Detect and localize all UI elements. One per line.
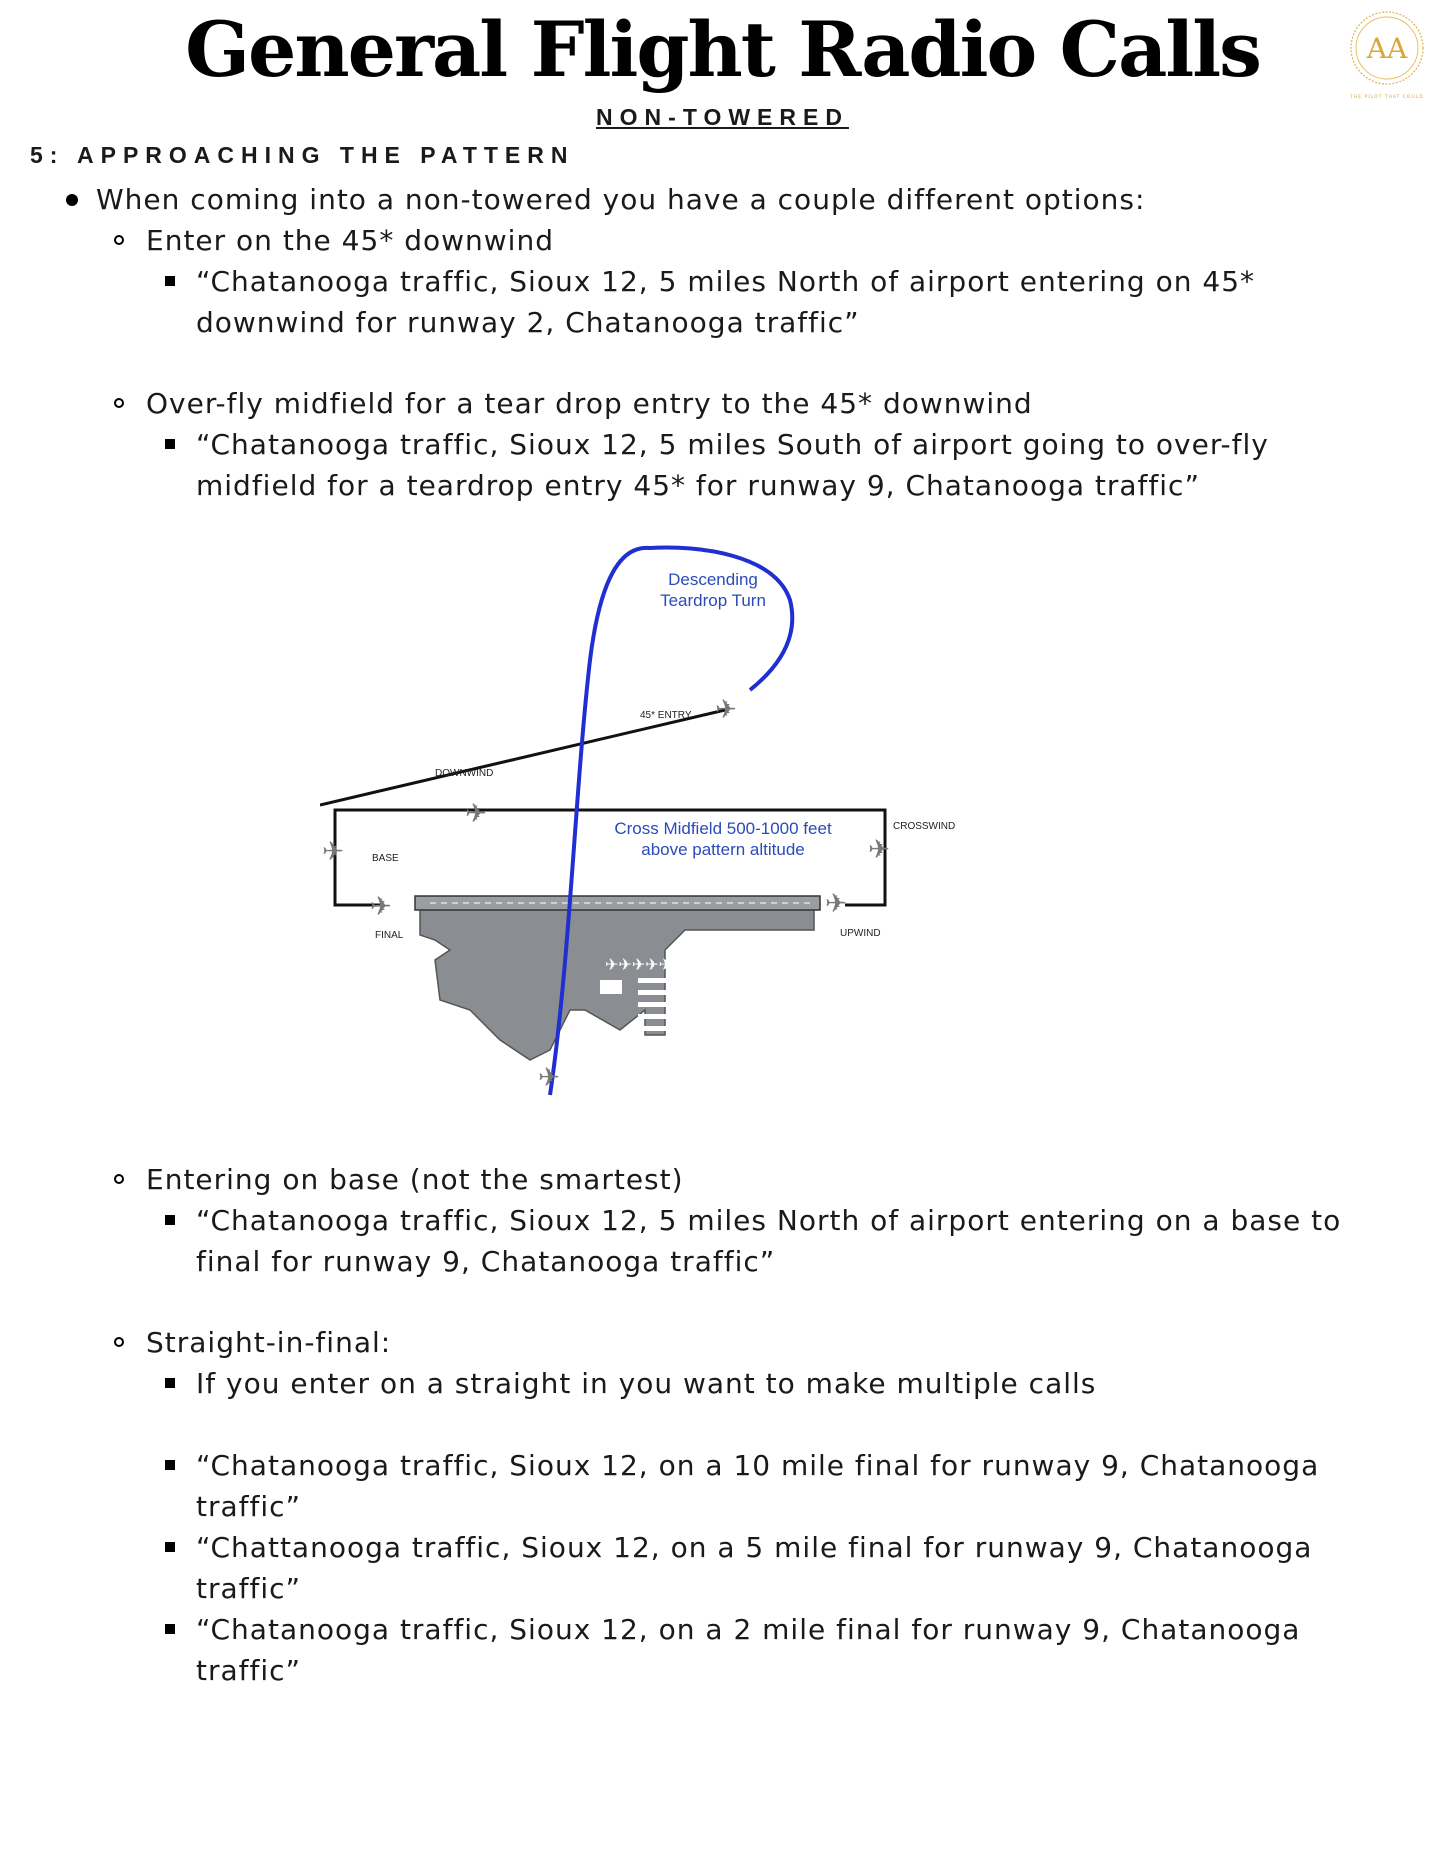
- teardrop-label-line-1: Descending: [668, 570, 758, 589]
- bullet-square: [165, 1460, 175, 1470]
- option-2-line-1: “Chatanooga traffic, Sioux 12, 5 miles South of airport going to over-fly: [196, 428, 1269, 461]
- bullet-square: [165, 1378, 175, 1388]
- hangar-block: [600, 980, 622, 994]
- bullet-circle: [114, 235, 124, 245]
- aircraft-base: ✈: [322, 837, 344, 867]
- midfield-label-line-2: above pattern altitude: [641, 840, 805, 859]
- hangar-row: [638, 1014, 680, 1019]
- option-1-line-2: downwind for runway 2, Chatanooga traffic”: [196, 306, 860, 339]
- parked-aircraft: ✈✈✈✈✈: [605, 955, 673, 974]
- option-1-line-1: “Chatanooga traffic, Sioux 12, 5 miles North of airport entering on 45*: [196, 265, 1256, 298]
- logo-letters: AA: [1366, 32, 1408, 65]
- option-2-line-2: midfield for a teardrop entry 45* for runway 9, Chatanooga traffic”: [196, 469, 1200, 502]
- final-label: FINAL: [375, 930, 404, 941]
- section-heading: 5: APPROACHING THE PATTERN: [30, 142, 575, 168]
- hangar-row: [638, 1026, 680, 1031]
- aircraft-inbound: ✈: [538, 1063, 560, 1093]
- aircraft-downwind: ✈: [465, 799, 487, 829]
- crosswind-label: CROSSWIND: [893, 821, 956, 832]
- upwind-label: UPWIND: [840, 928, 881, 939]
- bullet-square: [165, 1624, 175, 1634]
- option-1-heading: Enter on the 45* downwind: [146, 224, 554, 257]
- option-3-line-1: “Chatanooga traffic, Sioux 12, 5 miles North of airport entering on a base to: [196, 1204, 1342, 1237]
- bullet-dot: [66, 194, 78, 206]
- option-4-line-5: traffic”: [196, 1572, 302, 1605]
- entry-label: 45* ENTRY: [640, 710, 692, 721]
- midfield-label-line-1: Cross Midfield 500-1000 feet: [614, 819, 832, 838]
- option-3-heading: Entering on base (not the smartest): [146, 1163, 684, 1196]
- bullet-circle: [114, 1337, 124, 1347]
- aircraft-entry: ✈: [715, 695, 737, 725]
- bullet-circle: [114, 1174, 124, 1184]
- option-4-line-3: traffic”: [196, 1490, 302, 1523]
- option-4-line-1: If you enter on a straight in you want to make multiple calls: [196, 1367, 1097, 1400]
- aircraft-upwind: ✈: [825, 889, 847, 919]
- subtitle-text: NON-TOWERED: [596, 104, 849, 130]
- option-2-heading: Over-fly midfield for a tear drop entry to the 45* downwind: [146, 387, 1033, 420]
- bullet-square: [165, 1215, 175, 1225]
- option-4-line-6: “Chatanooga traffic, Sioux 12, on a 2 mile final for runway 9, Chatanooga: [196, 1613, 1301, 1646]
- downwind-label: DOWNWIND: [435, 768, 494, 779]
- hangar-row: [638, 1002, 680, 1007]
- option-3-line-2: final for runway 9, Chatanooga traffic”: [196, 1245, 776, 1278]
- entry-line: [320, 710, 725, 805]
- option-4-line-2: “Chatanooga traffic, Sioux 12, on a 10 mile final for runway 9, Chatanooga: [196, 1449, 1320, 1482]
- bullet-square: [165, 439, 175, 449]
- teardrop-label-line-2: Teardrop Turn: [660, 591, 766, 610]
- brand-logo: [1346, 8, 1428, 104]
- logo-tagline: THE PILOT THAT COULD: [1350, 95, 1424, 100]
- traffic-pattern-diagram: [320, 540, 1000, 1100]
- aircraft-crosswind: ✈: [868, 835, 890, 865]
- option-4-heading: Straight-in-final:: [146, 1326, 392, 1359]
- intro-text: When coming into a non-towered you have a couple different options:: [96, 183, 1146, 216]
- option-4-line-4: “Chattanooga traffic, Sioux 12, on a 5 mile final for runway 9, Chatanooga: [196, 1531, 1313, 1564]
- bullet-square: [165, 276, 175, 286]
- aircraft-final: ✈: [370, 892, 392, 922]
- bullet-square: [165, 1542, 175, 1552]
- base-label: BASE: [372, 853, 399, 864]
- hangar-row: [638, 990, 680, 995]
- option-4-line-7: traffic”: [196, 1654, 302, 1687]
- bullet-circle: [114, 398, 124, 408]
- page-subtitle: [0, 104, 1445, 131]
- hangar-row: [638, 978, 680, 983]
- page-title: General Flight Radio Calls: [185, 5, 1260, 94]
